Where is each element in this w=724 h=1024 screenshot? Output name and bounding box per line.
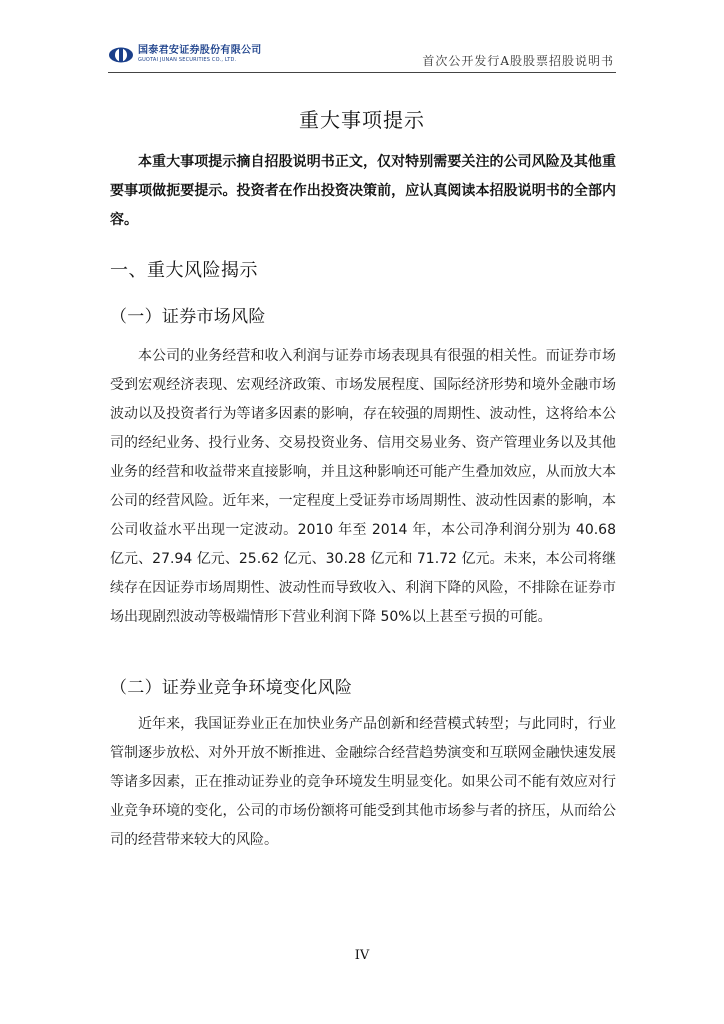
company-name-en: GUOTAI JUNAN SECURITIES CO., LTD. [138,57,237,63]
document-title: 首次公开发行A股股票招股说明书 [422,54,614,68]
guotai-junan-logo-icon [108,47,134,63]
page-number: IV [354,948,370,963]
page-title: 重大事项提示 [299,108,425,132]
paragraph-market-risk: 本公司的业务经营和收入利润与证券市场表现具有很强的相关性。而证券市场受到宏观经济表现、宏观经济政策、市场发展程度、国际经济形势和境外金融市场波动以及投资者行为等诸多因素的影响，存在较强的周期性、波动性，这将给本公司的经纪业务、投行业务、交易投资业务、信用交易业务、资产管理业务以及其他业务的经营和收益带来直接影响，并且这种影响还可能产生叠加效应，从而放大本公司的经营风险。近年来，一定程度上受证券市场周期性、波动性因素的影响，本公司收益水平出现一定波动。2010 年至 2014 年，本公司净利润分别为 40.68 亿元、27.94 亿元、25.62 亿元、30.28 亿元和 71.72 亿元。未来，本公司将继续存在因证券市场周期性、波动性而导致收入、利润下降的风险，不排除在证券市场出现剧烈波动等极端情形下营业利润下降 50%以上甚至亏损的可能。 [110,348,616,625]
logo-wordmark [138,46,262,63]
subsection-heading-competition-risk: （二）证券业竞争环境变化风险 [110,678,353,698]
summary-paragraph: 本重大事项提示摘自招股说明书正文，仅对特别需要关注的公司风险及其他重要事项做扼要提示。投资者在作出投资决策前，应认真阅读本招股说明书的全部内容。 [110,154,616,228]
section-heading: 一、重大风险揭示 [110,260,258,281]
company-name-cn: 国泰君安证券股份有限公司 [138,45,262,56]
company-logo [108,46,262,63]
subsection-heading-market-risk: （一）证券市场风险 [110,307,266,327]
header-divider [108,72,616,73]
paragraph-competition-risk: 近年来，我国证券业正在加快业务产品创新和经营模式转型；与此同时，行业管制逐步放松、对外开放不断推进、金融综合经营趋势演变和互联网金融快速发展等诸多因素，正在推动证券业的竞争环境发生明显变化。如果公司不能有效应对行业竞争环境的变化，公司的市场份额将可能受到其他市场参与者的挤压，从而给公司的经营带来较大的风险。 [110,716,616,848]
page-header [108,46,616,72]
